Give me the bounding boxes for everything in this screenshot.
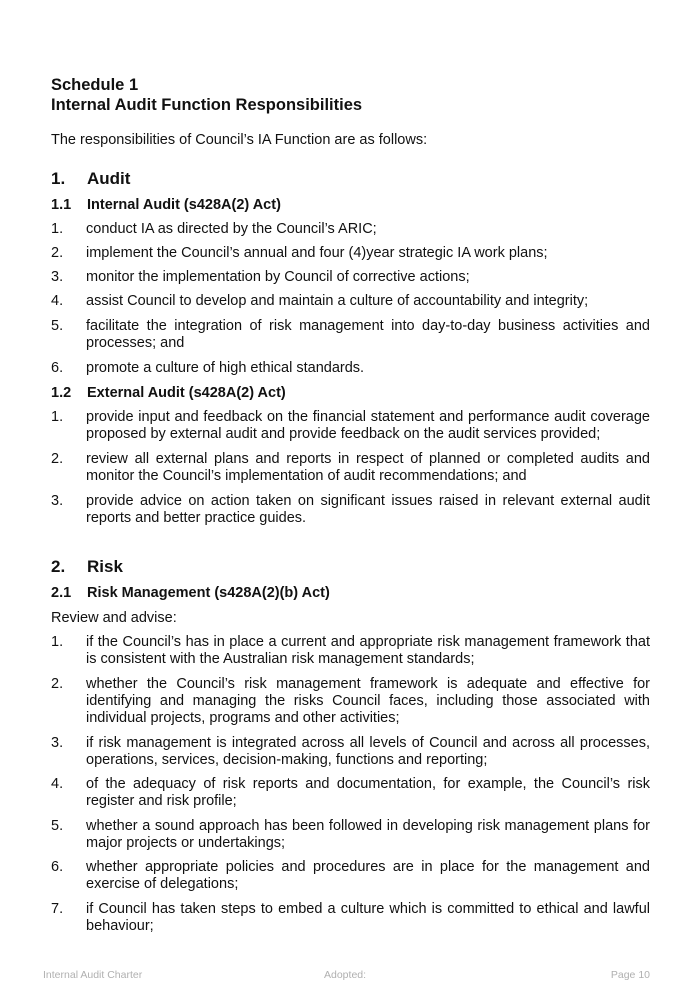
subsection-heading-risk-management [51,584,330,602]
list-item [51,901,650,935]
list-item-number: 3. [51,493,64,509]
list-item [51,360,650,377]
intro-paragraph: The responsibilities of Council’s IA Function are as follows: [51,132,428,148]
list-item-number: 4. [51,293,64,309]
list-item-number: 6. [51,859,64,875]
list-item-text: whether the Council’s risk management framework is adequate and effective for identifying and managing the risks Council faces, including those associated with individual projects, programs and other activities; [86,676,650,726]
list-item [51,409,650,443]
list-item-text: whether a sound approach has been followed in developing risk management plans for major projects or undertakings; [86,818,650,851]
list-item-text: conduct IA as directed by the Council’s ARIC; [86,221,377,237]
list-item-number: 5. [51,318,64,334]
list-item-number: 4. [51,776,64,792]
subsection-title: Risk Management (s428A(2)(b) Act) [87,585,330,601]
list-item [51,451,650,485]
list-item-text: promote a culture of high ethical standards. [86,360,365,376]
list-item [51,293,650,310]
schedule-subtitle: Internal Audit Function Responsibilities [51,96,363,114]
schedule-title: Schedule 1 [51,76,139,94]
list-item-text: review all external plans and reports in respect of planned or completed audits and monitor the Council’s implementation of audit recommendations; and [86,451,650,484]
section-title: Audit [87,169,131,188]
section-heading-audit [51,169,130,189]
list-item [51,676,650,727]
subsection-heading-external-audit [51,384,286,402]
list-item-number: 1. [51,409,64,425]
list-item [51,269,650,286]
subsection-title: Internal Audit (s428A(2) Act) [87,197,281,213]
review-lead-text: Review and advise: [51,610,177,626]
list-item-text: if risk management is integrated across all levels of Council and across all processes, operations, services, decision-making, functions and reporting; [86,735,650,768]
subsection-heading-internal-audit [51,196,281,214]
subsection-title: External Audit (s428A(2) Act) [87,385,286,401]
footer-adopted: Adopted: [324,969,367,981]
list-item [51,735,650,769]
list-item-text: of the adequacy of risk reports and documentation, for example, the Council’s risk register and risk profile; [86,776,650,809]
list-item [51,318,650,352]
list-item-number: 2. [51,676,64,692]
list-item [51,859,650,893]
list-item-text: assist Council to develop and maintain a culture of accountability and integrity; [86,293,589,309]
list-item [51,818,650,852]
list-item-text: provide input and feedback on the financial statement and performance audit coverage proposed by external audit and provide feedback on the audit services provided; [86,409,650,442]
list-item [51,493,650,527]
list-item [51,245,650,262]
list-item-text: if the Council’s has in place a current and appropriate risk management framework that is consistent with the Australian risk management standards; [86,634,650,667]
list-item-number: 2. [51,451,64,467]
list-item [51,634,650,668]
section-number: 2. [51,557,66,576]
list-item-text: if Council has taken steps to embed a culture which is committed to ethical and lawful behaviour; [86,901,650,934]
list-item-text: whether appropriate policies and procedures are in place for the management and exercise of delegations; [86,859,650,892]
list-item-number: 3. [51,735,64,751]
section-title: Risk [87,557,123,576]
list-item-number: 1. [51,634,64,650]
section-number: 1. [51,169,66,188]
list-item-text: provide advice on action taken on significant issues raised in relevant external audit reports and better practice guides. [86,493,650,526]
subsection-number: 2.1 [51,585,72,601]
list-item-number: 2. [51,245,64,261]
list-item-number: 3. [51,269,64,285]
footer-page-number: Page 10 [610,969,650,981]
footer-document-name: Internal Audit Charter [43,969,143,981]
list-item-text: implement the Council’s annual and four (4)year strategic IA work plans; [86,245,548,261]
list-item-text: facilitate the integration of risk management into day-to-day business activities and processes; and [86,318,650,351]
list-item [51,776,650,810]
list-item [51,221,650,238]
list-item-number: 6. [51,360,64,376]
list-item-number: 5. [51,818,64,834]
subsection-number: 1.1 [51,197,72,213]
list-item-number: 1. [51,221,64,237]
list-item-number: 7. [51,901,64,917]
list-item-text: monitor the implementation by Council of corrective actions; [86,269,470,285]
subsection-number: 1.2 [51,385,72,401]
section-heading-risk [51,557,123,577]
